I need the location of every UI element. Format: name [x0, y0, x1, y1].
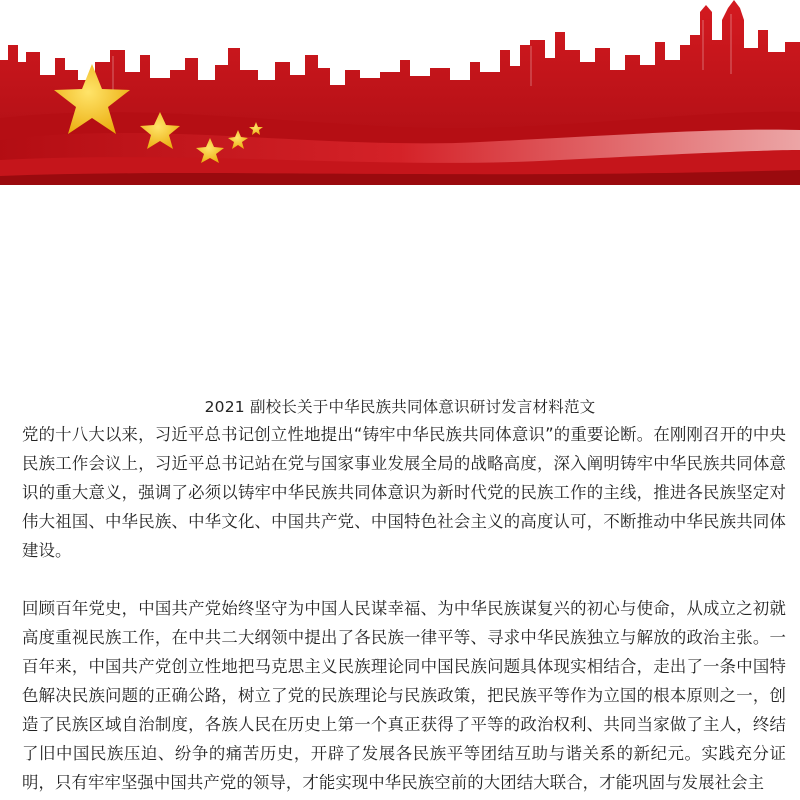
banner-graphic — [0, 0, 800, 185]
document-body — [0, 394, 800, 797]
paragraph: 党的十八大以来，习近平总书记创立性地提出“铸牢中华民族共同体意识”的重要论断。在刚刚召开的中央民族工作会议上，习近平总书记站在党与国家事业发展全局的战略高度，深入阐明铸牢中华民族共同体意识的重大意义，强调了必须以铸牢中华民族共同体意识为新时代党的民族工作的主线，推进各民族坚定对伟大祖国、中华民族、中华文化、中国共产党、中国特色社会主义的高度认可，不断推动中华民族共同体建设。 — [22, 425, 786, 560]
paragraph: 回顾百年党史，中国共产党始终坚守为中国人民谋幸福、为中华民族谋复兴的初心与使命，从成立之初就高度重视民族工作，在中共二大纲领中提出了各民族一律平等、寻求中华民族独立与解放的政治主张。一百年来，中国共产党创立性地把马克思主义民族理论同中国民族问题具体现实相结合，走出了一条中国特色解决民族问题的正确公路，树立了党的民族理论与民族政策，把民族平等作为立国的根本原则之一，创造了民族区域自治制度，各族人民在历史上第一个真正获得了平等的政治权利、共同当家做了主人，终结了旧中国民族压迫、纷争的痛苦历史，开辟了发展各民族平等团结互助与谐关系的新纪元。实践充分证明，只有牢牢坚强中国共产党的领导，才能实现中华民族空前的大团结大联合，才能巩固与发展社会主 — [22, 599, 786, 792]
document-title: 2021 副校长关于中华民族共同体意识研讨发言材料范文 — [204, 398, 596, 416]
header-banner — [0, 0, 800, 185]
